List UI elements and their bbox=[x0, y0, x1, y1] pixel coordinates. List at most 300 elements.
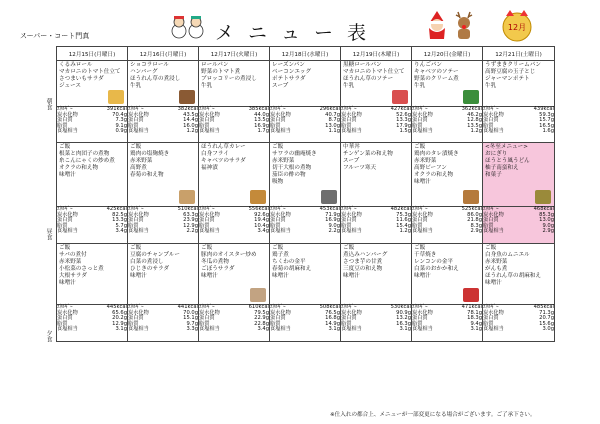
nutrition-cell bbox=[128, 207, 199, 244]
nutrient-value: 71.9g bbox=[325, 211, 340, 218]
nutrient-label: 炭水化物 bbox=[483, 211, 504, 218]
nutrient-label: 炭水化物 bbox=[57, 111, 78, 118]
food-photo bbox=[463, 288, 479, 302]
menu-item: 白身魚のムニエル bbox=[485, 252, 530, 258]
menu-item: 高野ビーフン bbox=[414, 165, 447, 171]
day-header-row bbox=[57, 47, 555, 61]
menu-item: ほうれん草の煮浸し bbox=[130, 76, 181, 82]
menu-item: キャベツのソテー bbox=[414, 69, 459, 75]
menu-item: ご飯 bbox=[59, 245, 71, 251]
nutrition-cell bbox=[199, 107, 270, 143]
nutrient-value: 610kcal bbox=[248, 304, 269, 310]
nutrient-label: 炭水化物 bbox=[341, 111, 362, 118]
menu-item: 赤米野菜 bbox=[130, 158, 153, 164]
nutrient-label: ｴﾈﾙｷﾞｰ bbox=[341, 206, 357, 212]
nutrient-label: ｴﾈﾙｷﾞｰ bbox=[57, 106, 73, 112]
nutrient-value: 441kcal bbox=[177, 304, 198, 310]
menu-cell bbox=[128, 244, 199, 305]
menu-item: ご飯 bbox=[130, 144, 142, 150]
nutrient-value: 86.0g bbox=[467, 211, 482, 218]
nutrient-value: 12.9g bbox=[183, 222, 198, 229]
nutrient-value: 3.1g bbox=[399, 326, 411, 333]
nutrient-value: 1.2g bbox=[186, 128, 198, 135]
menu-item: 味噌汁 bbox=[485, 280, 502, 286]
menu-item: 牛乳 bbox=[201, 83, 213, 89]
nutrient-label: 蛋白質 bbox=[57, 315, 73, 322]
food-photo bbox=[108, 90, 124, 104]
nutrient-label: ｴﾈﾙｷﾞｰ bbox=[57, 206, 73, 212]
nutrient-value: 7.3g bbox=[115, 117, 127, 124]
nutrition-cell bbox=[128, 305, 199, 342]
nutrition-cell bbox=[57, 305, 128, 342]
menu-cell bbox=[57, 61, 128, 107]
menu-item: ロールパン bbox=[201, 62, 229, 68]
nutrient-label: 脂質 bbox=[199, 320, 210, 327]
nutrient-value: 427kcal bbox=[390, 106, 411, 112]
nutrient-value: 453kcal bbox=[319, 206, 340, 212]
nutrient-label: 蛋白質 bbox=[57, 217, 73, 224]
meal-label-lunch: 昼食 bbox=[45, 228, 52, 240]
nutrient-label: 蛋白質 bbox=[199, 117, 215, 124]
nutrient-value: 8.3g bbox=[470, 222, 482, 229]
menu-item: サワラの幽庵焼き bbox=[272, 151, 317, 157]
nutrient-value: 20.2g bbox=[112, 315, 127, 322]
nutrient-label: 脂質 bbox=[57, 122, 68, 129]
nutrient-label: 炭水化物 bbox=[412, 211, 433, 218]
month-badge-label: 12月 bbox=[507, 23, 527, 32]
nutrient-label: 脂質 bbox=[128, 122, 139, 129]
nutrient-label: 炭水化物 bbox=[57, 211, 78, 218]
nutrient-value: 482kcal bbox=[390, 206, 411, 212]
nutrient-label: 脂質 bbox=[57, 222, 68, 229]
menu-item: ご飯 bbox=[59, 144, 71, 150]
nutrient-value: 9.0g bbox=[328, 222, 340, 229]
nutrient-label: 蛋白質 bbox=[341, 315, 357, 322]
menu-item: ハンバーグ bbox=[130, 69, 158, 75]
nutrient-label: ｴﾈﾙｷﾞｰ bbox=[270, 304, 286, 310]
menu-item: 味噌汁 bbox=[272, 273, 289, 279]
menu-cell bbox=[199, 143, 270, 207]
nutrient-label: 脂質 bbox=[412, 122, 423, 129]
food-photo bbox=[463, 190, 479, 204]
nutrient-label: ｴﾈﾙｷﾞｰ bbox=[199, 304, 215, 310]
nutrient-value: 19.4g bbox=[254, 217, 269, 224]
menu-item: 福神漬 bbox=[201, 165, 218, 171]
menu-item: 鶏肉の塩麹焼き bbox=[130, 151, 170, 157]
menu-item: ひじきのサラダ bbox=[130, 266, 170, 272]
nutrient-value: 8.7g bbox=[328, 117, 340, 124]
nutrition-table bbox=[341, 107, 411, 135]
nutrient-value: 11.6g bbox=[396, 217, 411, 224]
nutrient-label: ｴﾈﾙｷﾞｰ bbox=[270, 106, 286, 112]
day-header: 12月16日(月曜日) bbox=[128, 47, 199, 61]
breakfast-items-row bbox=[57, 61, 555, 107]
menu-item: 白菜のおかか和え bbox=[414, 266, 459, 272]
menu-item: 黒糖ロールパン bbox=[343, 62, 382, 68]
nutrient-label: 脂質 bbox=[270, 320, 281, 327]
menu-item: オクラの和え物 bbox=[414, 172, 454, 178]
nutrient-label: 蛋白質 bbox=[270, 315, 286, 322]
nutrient-value: 22.8g bbox=[254, 320, 269, 327]
nutrition-cell bbox=[270, 305, 341, 342]
menu-item: さつまいもサラダ bbox=[59, 76, 104, 82]
meal-label-breakfast: 朝食 bbox=[45, 98, 52, 110]
nutrition-table bbox=[199, 305, 269, 333]
menu-item: 味噌汁 bbox=[201, 273, 218, 279]
menu-item: レーズンパン bbox=[272, 62, 305, 68]
menu-item: 根菜と肉団子の煮物 bbox=[59, 151, 110, 157]
menu-item: チンゲン菜の和え物 bbox=[343, 151, 393, 157]
menu-item: レンコンの金平 bbox=[414, 259, 454, 265]
nutrient-value: 15.6g bbox=[539, 320, 554, 327]
menu-item: 煮込みハンバーグ bbox=[343, 252, 388, 258]
nutrient-value: 16.8g bbox=[325, 315, 340, 322]
food-photo bbox=[179, 190, 195, 204]
menu-cell bbox=[412, 61, 483, 107]
menu-item: ごぼうサラダ bbox=[201, 266, 235, 272]
nutrient-value: 1.1g bbox=[328, 128, 340, 135]
menu-item: 味噌汁 bbox=[59, 172, 76, 178]
menu-item: 冬瓜の煮物 bbox=[201, 259, 229, 265]
menu-cell bbox=[341, 244, 412, 305]
nutrient-value: 3.1g bbox=[328, 326, 340, 333]
footnote: ※仕入れの都合上、メニューが一部変更になる場合がございます。ご了承下さい。 bbox=[330, 412, 536, 418]
nutrient-label: 食塩相当 bbox=[483, 326, 504, 333]
nutrient-label: 蛋白質 bbox=[57, 117, 73, 124]
day-header: 12月21日(土曜日) bbox=[483, 47, 555, 61]
nutrition-cell bbox=[483, 107, 555, 143]
day-header: 12月18日(水曜日) bbox=[270, 47, 341, 61]
nutrient-value: 70.4g bbox=[112, 111, 127, 118]
nutrient-label: 食塩相当 bbox=[57, 228, 78, 235]
menu-item: ご飯 bbox=[272, 144, 284, 150]
nutrient-label: 食塩相当 bbox=[270, 326, 291, 333]
menu-item: ほうとう風うどん bbox=[485, 158, 530, 164]
nutrient-label: ｴﾈﾙｷﾞｰ bbox=[483, 106, 499, 112]
nutrition-table bbox=[128, 305, 198, 333]
nutrient-label: 炭水化物 bbox=[128, 309, 149, 316]
nutrition-cell bbox=[412, 305, 483, 342]
nutrient-label: 蛋白質 bbox=[128, 117, 144, 124]
nutrient-label: 食塩相当 bbox=[341, 128, 362, 135]
nutrient-label: 蛋白質 bbox=[412, 315, 428, 322]
menu-cell bbox=[199, 244, 270, 305]
nutrition-table bbox=[412, 305, 482, 333]
nutrition-cell bbox=[412, 207, 483, 244]
nutrient-label: 蛋白質 bbox=[483, 217, 499, 224]
nutrient-label: 食塩相当 bbox=[57, 128, 78, 135]
nutrient-value: 23.9g bbox=[183, 217, 198, 224]
nutrient-label: 脂質 bbox=[483, 222, 494, 229]
nutrient-label: 炭水化物 bbox=[270, 309, 291, 316]
nutrition-cell bbox=[57, 107, 128, 143]
menu-item: 味噌汁 bbox=[414, 179, 431, 185]
menu-item: 味噌汁 bbox=[343, 273, 360, 279]
nutrient-value: 3.3g bbox=[186, 326, 198, 333]
nutrient-label: 蛋白質 bbox=[341, 217, 357, 224]
nutrient-label: 炭水化物 bbox=[128, 211, 149, 218]
day-header: 12月19日(木曜日) bbox=[341, 47, 412, 61]
nutrition-cell bbox=[341, 107, 412, 143]
menu-item: 三度豆の和え物 bbox=[343, 266, 383, 272]
menu-item: ショコラロール bbox=[130, 62, 169, 68]
nutrient-label: 脂質 bbox=[412, 222, 423, 229]
nutrient-label: 蛋白質 bbox=[128, 217, 144, 224]
nutrition-table bbox=[270, 305, 340, 333]
nutrition-table bbox=[128, 207, 198, 235]
nutrient-value: 525kcal bbox=[461, 206, 482, 212]
menu-item: りんごパン bbox=[414, 62, 442, 68]
nutrient-label: 炭水化物 bbox=[270, 211, 291, 218]
nutrition-cell bbox=[57, 207, 128, 244]
nutrient-label: 食塩相当 bbox=[199, 128, 220, 135]
nutrient-label: ｴﾈﾙｷﾞｰ bbox=[199, 206, 215, 212]
nutrient-value: 508kcal bbox=[319, 304, 340, 310]
nutrient-label: 炭水化物 bbox=[128, 111, 149, 118]
menu-item: ご飯 bbox=[201, 245, 213, 251]
menu-item: 野菜のトマト煮 bbox=[201, 69, 241, 75]
menu-item: 千草焼き bbox=[414, 252, 437, 258]
menu-item: 牛乳 bbox=[130, 83, 142, 89]
menu-item: くるみロール bbox=[59, 62, 93, 68]
nutrient-value: 44.0g bbox=[254, 111, 269, 118]
menu-item: キャベツのサラダ bbox=[201, 158, 246, 164]
menu-table bbox=[56, 46, 555, 342]
nutrition-table bbox=[57, 305, 127, 333]
day-header: 12月15日(月曜日) bbox=[57, 47, 128, 61]
nutrition-table bbox=[57, 107, 127, 135]
menu-item: ご飯 bbox=[414, 144, 426, 150]
nutrient-value: 22.9g bbox=[254, 315, 269, 322]
nutrient-label: ｴﾈﾙｷﾞｰ bbox=[412, 304, 428, 310]
nutrient-value: 13.3g bbox=[112, 217, 127, 224]
day-header: 12月20日(金曜日) bbox=[412, 47, 483, 61]
nutrient-label: 脂質 bbox=[412, 320, 423, 327]
nutrient-label: 脂質 bbox=[483, 320, 494, 327]
nutrient-label: 脂質 bbox=[270, 122, 281, 129]
menu-item: 白菜の煮浸し bbox=[130, 259, 164, 265]
nutrient-label: ｴﾈﾙｷﾞｰ bbox=[483, 206, 499, 212]
menu-cell bbox=[57, 143, 128, 207]
nutrient-label: 炭水化物 bbox=[341, 211, 362, 218]
nutrient-value: 2.9g bbox=[542, 228, 554, 235]
nutrient-label: 脂質 bbox=[199, 122, 210, 129]
nutrient-label: ｴﾈﾙｷﾞｰ bbox=[483, 304, 499, 310]
nutrient-value: 90.9g bbox=[396, 309, 411, 316]
nutrient-value: 17.9g bbox=[396, 122, 411, 129]
nutrient-value: 0.9g bbox=[115, 128, 127, 135]
nutrient-value: 9.0g bbox=[542, 222, 554, 229]
nutrient-label: 食塩相当 bbox=[57, 326, 78, 333]
nutrient-value: 21.8g bbox=[467, 217, 482, 224]
nutrient-label: 炭水化物 bbox=[270, 111, 291, 118]
nutrient-value: 5.7g bbox=[115, 222, 127, 229]
nutrient-value: 92.6g bbox=[254, 211, 269, 218]
nutrient-label: 食塩相当 bbox=[270, 128, 291, 135]
nutrient-label: 蛋白質 bbox=[483, 315, 499, 322]
nutrition-table bbox=[483, 305, 554, 333]
nutrient-value: 16.9g bbox=[254, 122, 269, 129]
nutrient-label: ｴﾈﾙｷﾞｰ bbox=[341, 304, 357, 310]
nutrition-table bbox=[199, 107, 269, 135]
menu-item: 赤米野菜 bbox=[414, 158, 437, 164]
nutrient-value: 12.8g bbox=[467, 117, 482, 124]
nutrient-value: 15.4g bbox=[396, 222, 411, 229]
food-photo bbox=[179, 90, 195, 104]
nutrient-value: 63.3g bbox=[183, 211, 198, 218]
nutrition-cell bbox=[199, 207, 270, 244]
nutrient-value: 16.9g bbox=[325, 217, 340, 224]
menu-item: ご飯 bbox=[272, 245, 284, 251]
menu-item: ご飯 bbox=[130, 245, 142, 251]
nutrient-label: 脂質 bbox=[270, 222, 281, 229]
nutrient-value: 3.4g bbox=[257, 228, 269, 235]
nutrient-value: 18.3g bbox=[467, 315, 482, 322]
nutrient-label: ｴﾈﾙｷﾞｰ bbox=[128, 304, 144, 310]
nutrient-label: 蛋白質 bbox=[341, 117, 357, 124]
nutrient-value: 391kcal bbox=[106, 106, 127, 112]
nutrient-value: 40.7g bbox=[325, 111, 340, 118]
nutrient-label: 蛋白質 bbox=[483, 117, 499, 124]
nutrient-value: 15.1g bbox=[183, 315, 198, 322]
store-name: スーパー・コート門真 bbox=[20, 32, 90, 40]
menu-item: 赤米野菜 bbox=[485, 259, 508, 265]
nutrient-value: 15.7g bbox=[539, 117, 554, 124]
nutrition-cell bbox=[483, 207, 555, 244]
dinner-nutrition-row bbox=[57, 305, 555, 342]
menu-cell bbox=[483, 61, 555, 107]
nutrient-value: 1.5g bbox=[399, 128, 411, 135]
nutrient-value: 13.3g bbox=[396, 117, 411, 124]
reindeer-icon bbox=[452, 10, 476, 40]
menu-item: 味噌汁 bbox=[59, 280, 76, 286]
page-title: メニュー表 bbox=[215, 22, 381, 44]
menu-item: 春菊の和え物 bbox=[130, 172, 164, 178]
nutrition-cell bbox=[341, 207, 412, 244]
nutrient-label: 脂質 bbox=[128, 222, 139, 229]
nutrient-value: 1.2g bbox=[470, 128, 482, 135]
nutrient-value: 70.0g bbox=[183, 309, 198, 316]
nutrient-value: 43.5g bbox=[183, 111, 198, 118]
nutrient-value: 52.6g bbox=[396, 111, 411, 118]
menu-item: 切干大根の煮物 bbox=[272, 165, 312, 171]
nutrition-cell bbox=[270, 207, 341, 244]
menu-item: 吸物 bbox=[272, 179, 284, 185]
lunch-items-row bbox=[57, 143, 555, 207]
menu-item: 豚肉のオイスター炒め bbox=[201, 252, 257, 258]
menu-item: さつま芋の甘煮 bbox=[343, 259, 383, 265]
nutrient-label: ｴﾈﾙｷﾞｰ bbox=[57, 304, 73, 310]
menu-item: <冬至メニュー> bbox=[485, 144, 528, 150]
menu-item: ジュース bbox=[59, 83, 81, 89]
month-badge-icon bbox=[500, 8, 534, 42]
nutrient-label: 食塩相当 bbox=[412, 128, 433, 135]
nutrient-value: 75.3g bbox=[396, 211, 411, 218]
nutrient-value: 9.7g bbox=[186, 320, 198, 327]
nutrient-value: 10.4g bbox=[254, 222, 269, 229]
nutrient-value: 468kcal bbox=[533, 206, 554, 212]
nutrition-table bbox=[270, 207, 340, 235]
menu-item: 味噌汁 bbox=[130, 273, 147, 279]
menu-item: ご飯 bbox=[485, 245, 497, 251]
food-photo bbox=[463, 90, 479, 104]
menu-item: ご飯 bbox=[414, 245, 426, 251]
food-photo bbox=[321, 190, 337, 204]
nutrient-label: 炭水化物 bbox=[483, 111, 504, 118]
nutrient-value: 59.3g bbox=[539, 111, 554, 118]
nutrition-table bbox=[483, 107, 554, 135]
menu-cell bbox=[128, 143, 199, 207]
menu-item: サバの煮付 bbox=[59, 252, 87, 258]
menu-item: 味噌汁 bbox=[414, 273, 431, 279]
nutrient-label: 炭水化物 bbox=[412, 111, 433, 118]
day-header: 12月17日(火曜日) bbox=[199, 47, 270, 61]
nutrient-value: 9.1g bbox=[115, 122, 127, 129]
nutrient-value: 382kcal bbox=[177, 106, 198, 112]
nutrient-value: 3.0g bbox=[542, 326, 554, 333]
nutrient-value: 3.1g bbox=[115, 326, 127, 333]
nutrient-label: 食塩相当 bbox=[483, 228, 504, 235]
nutrient-value: 13.5g bbox=[467, 122, 482, 129]
nutrient-label: 炭水化物 bbox=[412, 309, 433, 316]
nutrient-label: 炭水化物 bbox=[199, 111, 220, 118]
nutrient-value: 16.5g bbox=[539, 122, 554, 129]
nutrient-label: 脂質 bbox=[341, 222, 352, 229]
menu-item: 牛乳 bbox=[485, 83, 497, 89]
dinner-items-row bbox=[57, 244, 555, 305]
nutrient-value: 296kcal bbox=[319, 106, 340, 112]
menu-item: マカロニのトマト仕立て bbox=[343, 69, 405, 75]
nutrient-value: 12.9g bbox=[112, 320, 127, 327]
nutrient-label: ｴﾈﾙｷﾞｰ bbox=[270, 206, 286, 212]
nutrient-label: ｴﾈﾙｷﾞｰ bbox=[128, 206, 144, 212]
nutrient-value: 530kcal bbox=[390, 304, 411, 310]
menu-cell bbox=[128, 61, 199, 107]
menu-item: 野菜のクリーム煮 bbox=[414, 76, 459, 82]
menu-cell bbox=[483, 143, 555, 207]
nutrient-label: 炭水化物 bbox=[483, 309, 504, 316]
nutrient-label: 食塩相当 bbox=[483, 128, 504, 135]
menu-cell bbox=[57, 244, 128, 305]
nutrient-value: 2.9g bbox=[470, 228, 482, 235]
nutrient-value: 20.7g bbox=[539, 315, 554, 322]
meal-label-dinner: 夕食 bbox=[45, 330, 52, 342]
food-photo bbox=[250, 190, 266, 204]
nutrient-label: 食塩相当 bbox=[412, 326, 433, 333]
nutrient-value: 71.3g bbox=[539, 309, 554, 316]
nutrition-table bbox=[199, 207, 269, 235]
menu-item: 赤米野菜 bbox=[59, 259, 82, 265]
nutrition-table bbox=[270, 107, 340, 135]
menu-item: 白身フライ bbox=[201, 151, 229, 157]
nutrient-value: 425kcal bbox=[106, 206, 127, 212]
menu-item: ベーコンエッグ bbox=[272, 69, 312, 75]
nutrient-value: 510kcal bbox=[177, 206, 198, 212]
nutrient-label: 食塩相当 bbox=[341, 326, 362, 333]
menu-item: 柚子南蛮和え bbox=[485, 165, 519, 171]
menu-item: 鶏子煮 bbox=[272, 252, 289, 258]
nutrient-label: 蛋白質 bbox=[412, 217, 428, 224]
nutrition-table bbox=[57, 207, 127, 235]
nutrition-table bbox=[341, 207, 411, 235]
menu-item: 茄臣の酢の物 bbox=[272, 172, 306, 178]
nutrient-value: 13.2g bbox=[396, 315, 411, 322]
menu-cell bbox=[412, 143, 483, 207]
menu-item: ほうれん草カレー bbox=[201, 144, 246, 150]
nutrient-value: 9.4g bbox=[470, 320, 482, 327]
menu-cell bbox=[341, 61, 412, 107]
nutrient-value: 65.6g bbox=[112, 309, 127, 316]
